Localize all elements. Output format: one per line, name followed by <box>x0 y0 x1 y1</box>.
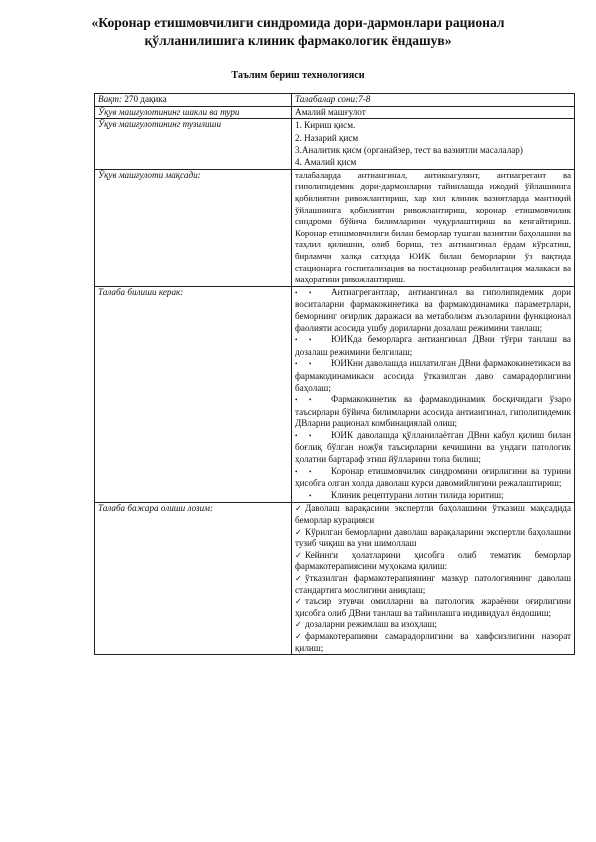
skills-list <box>295 503 571 654</box>
skills-cell <box>292 503 575 655</box>
knowledge-item-text: ЮИКни даволашда ишлатилган ДВни фармакокинетикаси ва фармакодинамикаси асосида ўтказилган даво самарадорлигини баҳолаш; <box>295 358 571 393</box>
checkmark-icon: ✓ <box>295 597 302 607</box>
title-line-2: қўлланилишига клиник фармакологик ёндашув» <box>144 33 452 48</box>
title-line-1: «Коронар етишмовчилиги синдромида дори-дармонлари рационал <box>91 15 505 30</box>
document-title <box>40 14 556 50</box>
skills-item-text: дозаларни режимлаш ва изоҳлаш; <box>305 619 437 630</box>
time-cell <box>95 94 292 107</box>
knowledge-item <box>295 466 571 490</box>
bullet-icon: • <box>309 360 312 369</box>
form-label: Ўқув машғулотининг шакли ва тури <box>95 106 292 119</box>
bullet-icon: • <box>295 431 298 440</box>
knowledge-item-text: Клиник рецептурани лотин тилида юритиш; <box>331 489 504 500</box>
knowledge-item-text: ЮИКда беморларга антиангинал ДВни тўғри танлаш ва дозалаш режимини белгилаш; <box>295 334 571 357</box>
skills-item <box>295 527 571 550</box>
skills-label: Талаба бажара олиши лозим: <box>95 503 292 655</box>
bullet-icon: • <box>309 491 312 500</box>
row-skills <box>95 503 575 655</box>
time-value: 270 дақика <box>122 94 167 104</box>
checkmark-icon: ✓ <box>295 527 302 537</box>
structure-item: 1. Кириш қисм. <box>295 120 356 131</box>
knowledge-item <box>295 490 571 503</box>
students-count-label: Талабалар сони: <box>295 94 359 104</box>
bullet-icon: • <box>309 396 312 405</box>
bullet-icon: • <box>309 431 312 440</box>
students-count-value: 7-8 <box>358 94 371 104</box>
bullet-icon: • <box>295 360 298 369</box>
row-form <box>95 106 575 119</box>
skills-item-text: таъсир этувчи омилларни ва патологик жараённи оғирлигини ҳисобга олиб ДВни танлаш ва тайинлашга индивидуал ёндошиш; <box>295 596 571 618</box>
knowledge-item <box>295 394 571 430</box>
skills-item <box>295 619 571 631</box>
structure-item: 4. Амалий қисм <box>295 157 357 168</box>
bullet-icon: • <box>295 467 298 476</box>
skills-item <box>295 573 571 596</box>
skills-item-text: Даволаш варақасини экспертли баҳолашини ўтказиш мақсадида беморлар курацияси <box>295 503 571 526</box>
knowledge-cell <box>292 286 575 503</box>
document-subtitle: Таълим бериш технологияси <box>231 70 365 81</box>
structure-list <box>292 119 575 170</box>
knowledge-item-text: Антиагрегантлар, антиангинал ва гиполипидемик дори воситаларни фармакокинетика ва фармакодинамика параметрлари, беморнинг оғирлик даражаси ва метаболизм аъзоларини функционал фаолияти асосида ушбу дориларни дозалаш режимини танлаш; <box>295 286 571 333</box>
knowledge-item-text: Фармакокинетик ва фармакодинамик босқичидаги ўзаро таъсирлари бўйича билимларни асосида антиангинал, гиполипидемик ДВларни рационал комбинациялай олиш; <box>295 394 571 429</box>
skills-item-text: Кўрилган беморларни даволаш варақаларини экспертли баҳолашни тузиб чиқиш ва уни шимоллаш <box>295 526 571 549</box>
knowledge-label: Талаба билиши керак: <box>95 286 292 503</box>
skills-item <box>295 631 571 654</box>
row-goal <box>95 169 575 286</box>
goal-text: талабаларда антиангинал, антикоагулянт, антиагрегант ва гиполипидемик дори-дармонларни тайинлашда ижодий ўйлашнинга қобилиятни ривожлантириш, хар хил клиник вазиятларда мантиқий ўйлашнинга қобилиятни ривожлантириш, коронар етишмовчилик синдроми бўйича билимларини чуқурлаштириш ва кенгайтириш. Коронар етишмовчилиги билан беморлар тушган вазиятни баҳолашни ва таҳлил қилишни, олиб бориш, тез антиангинал ёрдам кўрсатиш, бирламчи халқа сатҳида ЮИК билан беморларни ўз вақтида стационарга госпитализация ва постационар реабилитация малакаси ва маҳоратини ривожлантириш. <box>292 169 575 286</box>
checkmark-icon: ✓ <box>295 620 302 630</box>
bullet-icon: • <box>295 336 298 345</box>
goal-label: Ўқув машғулоти мақсади: <box>95 169 292 286</box>
structure-item: 3.Аналитик қисм (органайзер, тест ва вазиятли масалалар) <box>295 145 523 155</box>
skills-item-text: ўтказилган фармакотерапиянинг мазкур патологиянинг даволаш стандартига мослигини аниқлаш; <box>295 573 571 595</box>
bullet-icon: • <box>295 288 298 297</box>
knowledge-item <box>295 334 571 358</box>
row-time <box>95 94 575 107</box>
row-knowledge <box>95 286 575 503</box>
skills-item <box>295 550 571 573</box>
knowledge-item <box>295 287 571 334</box>
form-value: Амалий машғулот <box>292 106 575 119</box>
checkmark-icon: ✓ <box>295 631 302 641</box>
bullet-icon: • <box>309 288 312 297</box>
knowledge-list <box>295 287 571 503</box>
structure-label: Ўқув машғулотининг тузилиши <box>95 119 292 170</box>
row-structure <box>95 119 575 170</box>
skills-item <box>295 596 571 619</box>
checkmark-icon: ✓ <box>295 550 302 560</box>
technology-table <box>94 93 575 655</box>
bullet-icon: • <box>295 396 298 405</box>
skills-item-text: Кейинги ҳолатларини ҳисобга олиб тематик беморлар фармакотерапиясини муҳокама қилиш: <box>295 549 571 572</box>
knowledge-item <box>295 358 571 394</box>
knowledge-item <box>295 430 571 466</box>
skills-item <box>295 503 571 526</box>
students-count-cell <box>292 94 575 107</box>
knowledge-item-text: Коронар етишмовчилик синдромини оғирлигини ва турини ҳисобга олган холда даволаш курси давомийлигини режалаштириш; <box>295 465 571 489</box>
bullet-icon: • <box>309 336 312 345</box>
checkmark-icon: ✓ <box>295 504 302 514</box>
structure-item: 2. Назарий қисм <box>295 132 359 143</box>
bullet-icon: • <box>309 467 312 476</box>
knowledge-item-text: ЮИК даволашда қўлланилаётган ДВни кабул қилиш билан боғлиқ бўлган ножўя таъсирларни кечишини ва ундаги патологик ҳолатни бартараф этиш йўлларини топа билиш; <box>295 429 571 465</box>
skills-item-text: фармакотерапияни самарадорлигини ва хавфсизлигини назорат қилиш; <box>295 630 571 653</box>
time-label: Вақт: <box>98 94 123 104</box>
checkmark-icon: ✓ <box>295 574 302 583</box>
